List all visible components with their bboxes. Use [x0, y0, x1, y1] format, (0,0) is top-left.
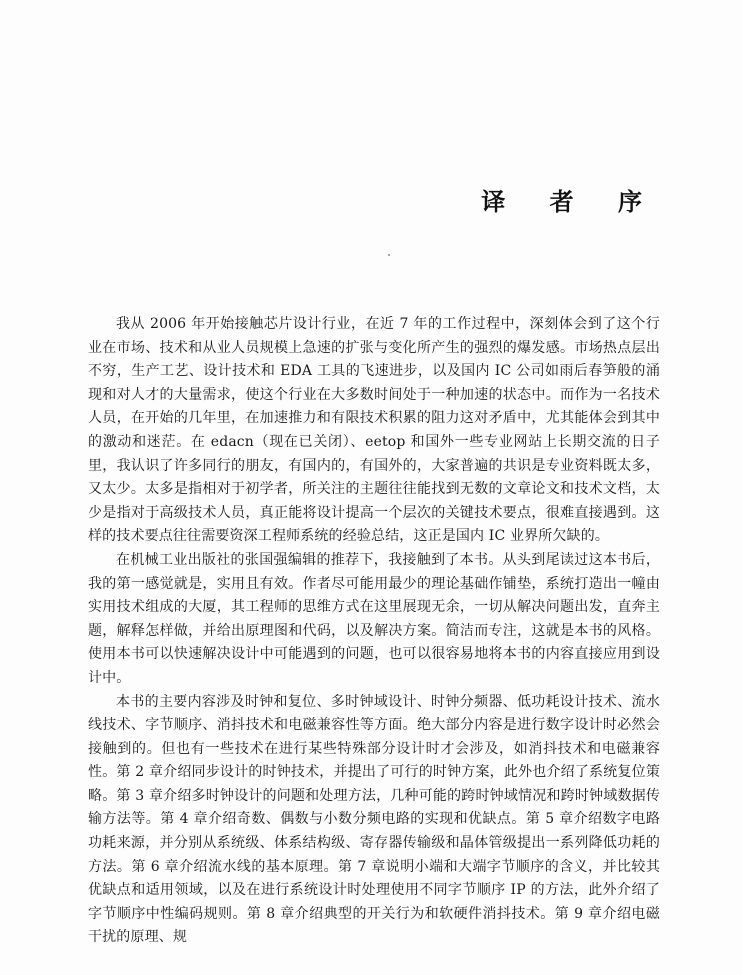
paragraph-1: 我从 2006 年开始接触芯片设计行业，在近 7 年的工作过程中，深刻体会到了这个行业在市场、技术和从业人员规模上急速的扩张与变化所产生的强烈的爆发感。市场热点层出不穷，生产工艺、设计技术和 EDA 工具的飞速进步，以及国内 IC 公司如雨后春笋般的涌现和对人才的大量需求，使这个行业在大多数时间处于一种加速的状态中。而作为一名技术人员，在开始的几年里，在加速推力和有限技术积累的阻力这对矛盾中，尤其能体会到其中的激动和迷茫。在 edacn（现在已关闭）、eetop 和国外一些专业网站上长期交流的日子里，我认识了许多同行的朋友，有国内的，有国外的，大家普遍的共识是专业资料既太多，又太少。太多是指相对于初学者，所关注的主题往往能找到无数的文章论文和技术文档，太少是指对于高级技术人员，真正能将设计提高一个层次的关键技术要点，很难直接遇到。这样的技术要点往往需要资深工程师系统的经验总结，这正是国内 IC 业界所欠缺的。	[88, 316, 660, 545]
page-title: 译 者 序	[481, 188, 660, 216]
body-text	[88, 313, 660, 950]
scan-speck	[388, 254, 390, 256]
paragraph-3: 本书的主要内容涉及时钟和复位、多时钟域设计、时钟分频器、低功耗设计技术、流水线技术、字节顺序、消抖技术和电磁兼容性等方面。绝大部分内容是进行数字设计时必然会接触到的。但也有一些技术在进行某些特殊部分设计时才会涉及，如消抖技术和电磁兼容性。第 2 章介绍同步设计的时钟技术，并提出了可行的时钟方案，此外也介绍了系统复位策略。第 3 章介绍多时钟设计的问题和处理方法，几种可能的跨时钟域情况和跨时钟域数据传输方法等。第 4 章介绍奇数、偶数与小数分频电路的实现和优缺点。第 5 章介绍数字电路功耗来源，并分别从系统级、体系结构级、寄存器传输级和晶体管级提出一系列降低功耗的方法。第 6 章介绍流水线的基本原理。第 7 章说明小端和大端字节顺序的含义，并比较其优缺点和适用领域，以及在进行系统设计时处理使用不同字节顺序 IP 的方法，此外介绍了字节顺序中性编码规则。第 8 章介绍典型的开关行为和软硬件消抖技术。第 9 章介绍电磁干扰的原理、规	[88, 693, 660, 946]
paragraph-2: 在机械工业出版社的张国强编辑的推荐下，我接触到了本书。从头到尾读过这本书后，我的第一感觉就是，实用且有效。作者尽可能用最少的理论基础作铺垫，系统打造出一幢由实用技术组成的大厦，其工程师的思维方式在这里展现无余，一切从解决问题出发，直奔主题，解释怎样做，并给出原理图和代码，以及解决方案。简洁而专注，这就是本书的风格。使用本书可以快速解决设计中可能遇到的问题，也可以很容易地将本书的内容直接应用到设计中。	[88, 551, 660, 686]
